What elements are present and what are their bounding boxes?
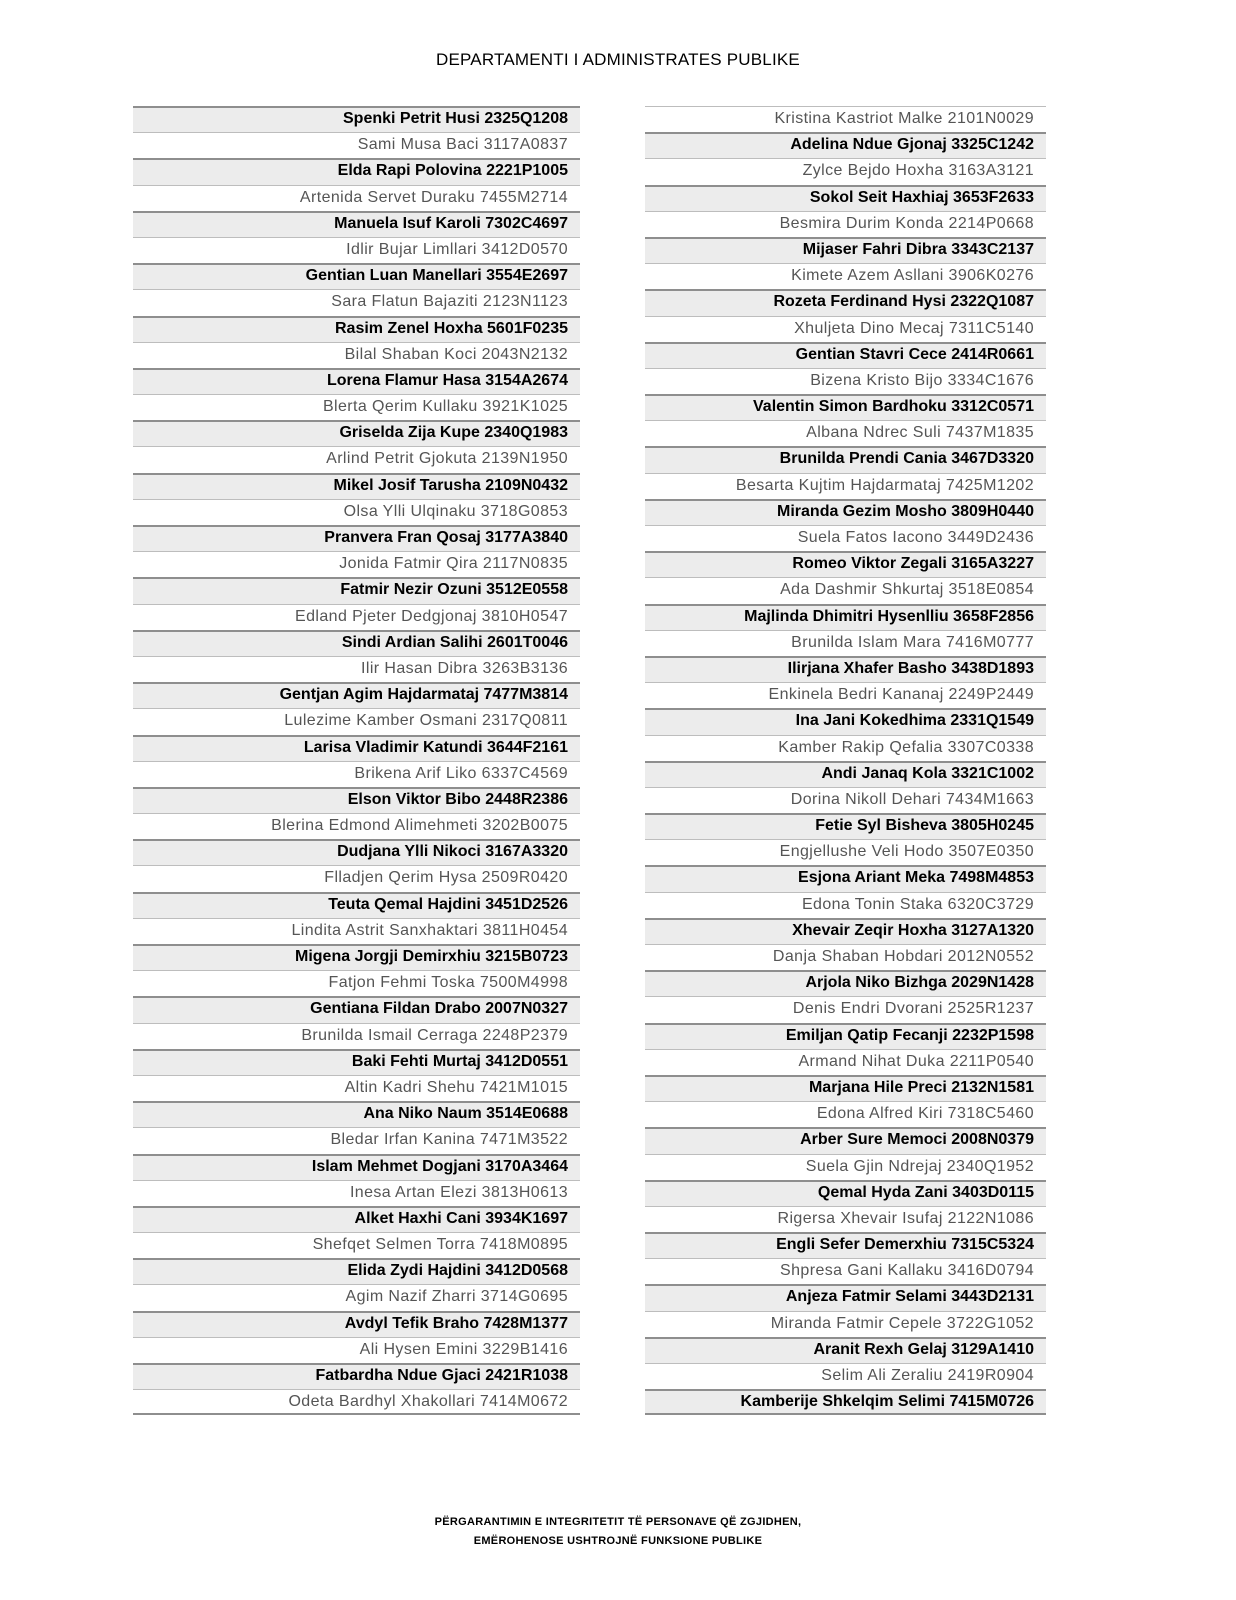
name-entry: Agim Nazif Zharri 3714G0695: [133, 1284, 580, 1310]
name-entry: Emiljan Qatip Fecanji 2232P1598: [645, 1023, 1046, 1049]
name-entry: Jonida Fatmir Qira 2117N0835: [133, 551, 580, 577]
name-entry: Dudjana Ylli Nikoci 3167A3320: [133, 839, 580, 865]
name-entry: Mikel Josif Tarusha 2109N0432: [133, 473, 580, 499]
name-entry: Miranda Fatmir Cepele 3722G1052: [645, 1311, 1046, 1337]
name-entry: Gentian Stavri Cece 2414R0661: [645, 342, 1046, 368]
name-entry: Albana Ndrec Suli 7437M1835: [645, 420, 1046, 446]
name-entry: Sokol Seit Haxhiaj 3653F2633: [645, 185, 1046, 211]
name-entry: Rasim Zenel Hoxha 5601F0235: [133, 316, 580, 342]
name-entry: Fatjon Fehmi Toska 7500M4998: [133, 970, 580, 996]
name-entry: Enkinela Bedri Kananaj 2249P2449: [645, 682, 1046, 708]
name-entry: Blerta Qerim Kullaku 3921K1025: [133, 394, 580, 420]
name-entry: Ina Jani Kokedhima 2331Q1549: [645, 708, 1046, 734]
name-entry: Alket Haxhi Cani 3934K1697: [133, 1206, 580, 1232]
name-entry: Odeta Bardhyl Xhakollari 7414M0672: [133, 1389, 580, 1415]
name-entry: Elida Zydi Hajdini 3412D0568: [133, 1258, 580, 1284]
name-entry: Brikena Arif Liko 6337C4569: [133, 761, 580, 787]
name-entry: Engjellushe Veli Hodo 3507E0350: [645, 839, 1046, 865]
name-entry: Brunilda Islam Mara 7416M0777: [645, 630, 1046, 656]
name-entry: Xhuljeta Dino Mecaj 7311C5140: [645, 316, 1046, 342]
name-entry: Inesa Artan Elezi 3813H0613: [133, 1180, 580, 1206]
right-name-column: [645, 106, 1046, 1415]
name-entry: Edland Pjeter Dedgjonaj 3810H0547: [133, 604, 580, 630]
name-entry: Brunilda Prendi Cania 3467D3320: [645, 446, 1046, 472]
name-entry: Fatmir Nezir Ozuni 3512E0558: [133, 577, 580, 603]
name-entry: Sindi Ardian Salihi 2601T0046: [133, 630, 580, 656]
name-entry: Besarta Kujtim Hajdarmataj 7425M1202: [645, 473, 1046, 499]
footer-line-1: PËRGARANTIMIN E INTEGRITETIT TË PERSONAVE QË ZGJIDHEN,: [434, 1516, 802, 1528]
name-entry: Danja Shaban Hobdari 2012N0552: [645, 944, 1046, 970]
name-entry: Ilirjana Xhafer Basho 3438D1893: [645, 656, 1046, 682]
name-entry: Xhevair Zeqir Hoxha 3127A1320: [645, 918, 1046, 944]
name-entry: Elson Viktor Bibo 2448R2386: [133, 787, 580, 813]
footer-line-2: EMËROHENOSE USHTROJNË FUNKSIONE PUBLIKE: [473, 1535, 763, 1547]
name-entry: Arjola Niko Bizhga 2029N1428: [645, 970, 1046, 996]
name-entry: Besmira Durim Konda 2214P0668: [645, 211, 1046, 237]
name-entry: Mijaser Fahri Dibra 3343C2137: [645, 237, 1046, 263]
name-entry: Manuela Isuf Karoli 7302C4697: [133, 211, 580, 237]
name-entry: Gentian Luan Manellari 3554E2697: [133, 263, 580, 289]
name-entry: Kamber Rakip Qefalia 3307C0338: [645, 735, 1046, 761]
name-entry: Islam Mehmet Dogjani 3170A3464: [133, 1154, 580, 1180]
name-entry: Lindita Astrit Sanxhaktari 3811H0454: [133, 918, 580, 944]
name-entry: Suela Fatos Iacono 3449D2436: [645, 525, 1046, 551]
name-entry: Artenida Servet Duraku 7455M2714: [133, 185, 580, 211]
name-entry: Esjona Ariant Meka 7498M4853: [645, 865, 1046, 891]
name-entry: Kristina Kastriot Malke 2101N0029: [645, 106, 1046, 132]
name-entry: Pranvera Fran Qosaj 3177A3840: [133, 525, 580, 551]
name-entry: Anjeza Fatmir Selami 3443D2131: [645, 1284, 1046, 1310]
name-entry: Ilir Hasan Dibra 3263B3136: [133, 656, 580, 682]
name-entry: Larisa Vladimir Katundi 3644F2161: [133, 735, 580, 761]
name-entry: Arlind Petrit Gjokuta 2139N1950: [133, 446, 580, 472]
name-entry: Ana Niko Naum 3514E0688: [133, 1101, 580, 1127]
name-entry: Olsa Ylli Ulqinaku 3718G0853: [133, 499, 580, 525]
name-entry: Dorina Nikoll Dehari 7434M1663: [645, 787, 1046, 813]
name-entry: Denis Endri Dvorani 2525R1237: [645, 996, 1046, 1022]
name-entry: Edona Alfred Kiri 7318C5460: [645, 1101, 1046, 1127]
name-entry: Fetie Syl Bisheva 3805H0245: [645, 813, 1046, 839]
name-entry: Bledar Irfan Kanina 7471M3522: [133, 1127, 580, 1153]
name-entry: Adelina Ndue Gjonaj 3325C1242: [645, 132, 1046, 158]
name-entry: Idlir Bujar Limllari 3412D0570: [133, 237, 580, 263]
name-entry: Lorena Flamur Hasa 3154A2674: [133, 368, 580, 394]
name-entry: Suela Gjin Ndrejaj 2340Q1952: [645, 1154, 1046, 1180]
name-entry: Majlinda Dhimitri Hysenlliu 3658F2856: [645, 604, 1046, 630]
name-entry: Andi Janaq Kola 3321C1002: [645, 761, 1046, 787]
name-entry: Qemal Hyda Zani 3403D0115: [645, 1180, 1046, 1206]
name-entry: Blerina Edmond Alimehmeti 3202B0075: [133, 813, 580, 839]
name-entry: Armand Nihat Duka 2211P0540: [645, 1049, 1046, 1075]
name-entry: Sami Musa Baci 3117A0837: [133, 132, 580, 158]
name-entry: Altin Kadri Shehu 7421M1015: [133, 1075, 580, 1101]
name-entry: Arber Sure Memoci 2008N0379: [645, 1127, 1046, 1153]
page-footer: [0, 1513, 1236, 1551]
name-entry: Spenki Petrit Husi 2325Q1208: [133, 106, 580, 132]
name-entry: Kamberije Shkelqim Selimi 7415M0726: [645, 1389, 1046, 1415]
name-entry: Migena Jorgji Demirxhiu 3215B0723: [133, 944, 580, 970]
name-entry: Flladjen Qerim Hysa 2509R0420: [133, 865, 580, 891]
name-entry: Shpresa Gani Kallaku 3416D0794: [645, 1258, 1046, 1284]
name-entry: Romeo Viktor Zegali 3165A3227: [645, 551, 1046, 577]
page-title: DEPARTAMENTI I ADMINISTRATES PUBLIKE: [436, 50, 800, 69]
name-entry: Rozeta Ferdinand Hysi 2322Q1087: [645, 289, 1046, 315]
name-entry: Fatbardha Ndue Gjaci 2421R1038: [133, 1363, 580, 1389]
name-entry: Gentiana Fildan Drabo 2007N0327: [133, 996, 580, 1022]
name-entry: Kimete Azem Asllani 3906K0276: [645, 263, 1046, 289]
name-entry: Elda Rapi Polovina 2221P1005: [133, 158, 580, 184]
name-entry: Marjana Hile Preci 2132N1581: [645, 1075, 1046, 1101]
name-entry: Lulezime Kamber Osmani 2317Q0811: [133, 708, 580, 734]
name-entry: Zylce Bejdo Hoxha 3163A3121: [645, 158, 1046, 184]
name-entry: Griselda Zija Kupe 2340Q1983: [133, 420, 580, 446]
name-entry: Shefqet Selmen Torra 7418M0895: [133, 1232, 580, 1258]
name-entry: Baki Fehti Murtaj 3412D0551: [133, 1049, 580, 1075]
name-entry: Aranit Rexh Gelaj 3129A1410: [645, 1337, 1046, 1363]
name-entry: Miranda Gezim Mosho 3809H0440: [645, 499, 1046, 525]
name-entry: Engli Sefer Demerxhiu 7315C5324: [645, 1232, 1046, 1258]
name-entry: Bilal Shaban Koci 2043N2132: [133, 342, 580, 368]
name-entry: Ali Hysen Emini 3229B1416: [133, 1337, 580, 1363]
name-entry: Ada Dashmir Shkurtaj 3518E0854: [645, 577, 1046, 603]
name-entry: Rigersa Xhevair Isufaj 2122N1086: [645, 1206, 1046, 1232]
name-entry: Gentjan Agim Hajdarmataj 7477M3814: [133, 682, 580, 708]
name-entry: Valentin Simon Bardhoku 3312C0571: [645, 394, 1046, 420]
name-entry: Edona Tonin Staka 6320C3729: [645, 892, 1046, 918]
name-entry: Bizena Kristo Bijo 3334C1676: [645, 368, 1046, 394]
name-entry: Avdyl Tefik Braho 7428M1377: [133, 1311, 580, 1337]
name-entry: Brunilda Ismail Cerraga 2248P2379: [133, 1023, 580, 1049]
name-entry: Selim Ali Zeraliu 2419R0904: [645, 1363, 1046, 1389]
name-entry: Sara Flatun Bajaziti 2123N1123: [133, 289, 580, 315]
name-entry: Teuta Qemal Hajdini 3451D2526: [133, 892, 580, 918]
left-name-column: [133, 106, 580, 1415]
